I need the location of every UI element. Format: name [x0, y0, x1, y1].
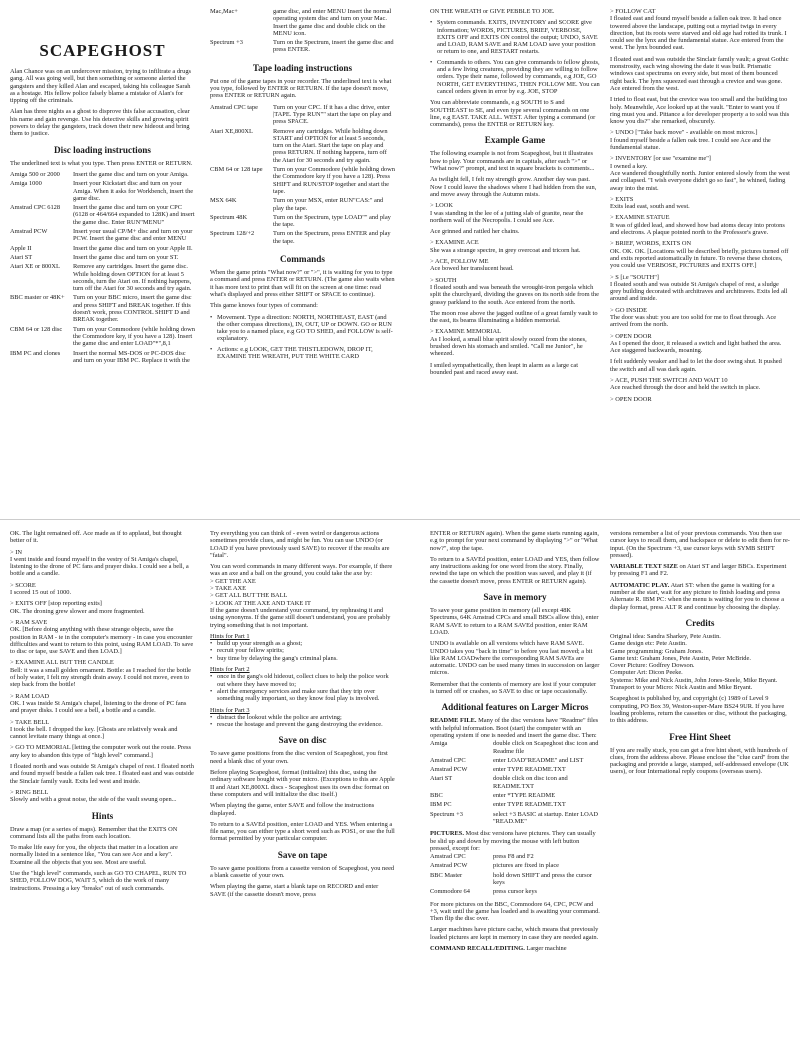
table-row	[210, 197, 395, 214]
story-line: She was a strange spectre, in grey overcoat and tricorn hat.	[430, 246, 581, 254]
story-line: > GO TO MEMORIAL [letting the computer work out the route. Press any key to abandon this type of "high level" command.]	[10, 744, 191, 759]
machine-instructions: Remove any cartridges. Insert the game disc. While holding down OPTION for at least 5 seconds, turn the Atari on. If nothing happens, turn off the Atari for 30 seconds and try again.	[73, 263, 192, 293]
bottom-column-2	[210, 530, 395, 902]
story-line: I floated south and was outside St Amiga's chapel of rest, a sludge grey building decorated with architraves and architraves. Exits led all around and inside.	[610, 280, 788, 303]
credit-line: Cover Picture: Godfrey Dowson.	[610, 662, 695, 670]
machine-name: Amstrad PCW	[10, 228, 48, 236]
table-row	[430, 757, 600, 766]
list-item: • alert the emergency services and make sure that they trip over something really important, so they know foul play is involved.	[210, 688, 395, 703]
pictures-table	[430, 853, 600, 897]
story-line: I scored 15 out of 1000.	[10, 589, 72, 597]
example-intro: The following example is not from Scapeghost, but it illustrates how to play. Your commands are in capitals, after each ">" or "What now?" prompt, and text in square brackets is comments...	[430, 150, 595, 173]
story-line: As I opened the door, it released a switch and light bathed the area. Ace staggered backwards, moaning.	[610, 339, 782, 355]
machine-instructions: Insert the game disc and turn on your Amiga.	[73, 170, 189, 178]
table-row	[10, 326, 195, 350]
story-line: I felt suddenly weaker and had to let the door swing shut. It pushed the switch and all was dark again.	[610, 358, 782, 373]
list-item: • distract the lookout while the police are arriving;	[210, 714, 395, 721]
story-line: > OPEN DOOR	[610, 395, 652, 403]
story-line: > EXITS	[610, 195, 634, 203]
hints-heading: Hints	[91, 810, 114, 821]
bottom-column-1	[10, 530, 195, 896]
story-line: Ace bowed her translucent head.	[430, 265, 514, 273]
save-tape-paragraph: ENTER or RETURN again). When the game starts running again, e.g to prompt for your next command by displaying ">" or "What now?", stop the tape.	[430, 530, 600, 552]
table-row	[430, 888, 600, 897]
list-item: • recruit your fellow spirits;	[210, 647, 395, 654]
machine-instructions: enter LOAD"README" and LIST	[493, 756, 584, 764]
page-divider	[0, 519, 800, 520]
machine-name: Atari ST	[430, 775, 453, 783]
example-game-heading: Example Game	[484, 135, 546, 146]
story-line: OK. The droning grew slower and more fragmented.	[10, 607, 145, 615]
save-disc-paragraph: When playing the game, enter SAVE and follow the instructions displayed.	[210, 802, 375, 817]
machine-name: Amiga	[430, 740, 448, 748]
table-row	[10, 204, 195, 228]
story-line: Ace grinned and rattled her chains.	[430, 228, 520, 236]
disc-loading-table	[10, 171, 195, 366]
story-line: OK. The light remained off. Ace made as if to applaud, but thought better of it.	[10, 530, 182, 545]
top-column-2	[210, 8, 395, 364]
credits-heading: Credits	[685, 617, 715, 628]
auto-play-label: AUTOMATIC PLAY.	[610, 581, 670, 589]
table-row	[210, 39, 395, 56]
list-item: • rescue the hostage and prevent the gang destroying the evidence.	[210, 721, 395, 728]
example-command: > LOOK AT THE AXE AND TAKE IT	[210, 599, 311, 607]
story-line: > EXAMINE ALL BUT THE CANDLE	[10, 659, 114, 667]
list-item: • Commands to others. You can give commands to fellow ghosts, and a few living creatures, providing they are willing to follow orders. Type their name, followed by commands, e.g JOE, GO NORTH, GET EVERYTHING, THEN FOLLOW ME. You can cancel orders given in error by e.g. JOE, STOP	[430, 59, 600, 95]
machine-name: Amstrad PCW	[430, 862, 468, 870]
machine-name: Atari XE,800XL	[210, 127, 253, 135]
table-row	[10, 294, 195, 325]
list-item: • buy time by delaying the gang's criminal plans.	[210, 655, 395, 662]
machine-name: IBM PC	[430, 801, 452, 809]
table-row	[210, 230, 395, 247]
recall-paragraph	[430, 945, 600, 952]
machine-instructions: Remove any cartridges. While holding down START and OPTION for at least 5 seconds, turn on the Atari. Start the tape on play and press RETURN. If nothing happens, turn off the Atari for 30 seconds and try again.	[273, 127, 388, 164]
machine-instructions: double click on disc icon and README.TXT	[493, 775, 568, 790]
table-row	[210, 128, 395, 166]
hint-paragraph: Try everything you can think of - even weird or dangerous actions sometimes provide clues, and might be fun. You can use UNDO (or LOAD if you have previously used SAVE) to recover if the results are "fatal".	[210, 530, 390, 559]
machine-name: Amstrad PCW	[430, 766, 468, 774]
table-row	[210, 8, 395, 39]
list-item: • Actions: e.g LOOK, GET THE THISTLEDOWN, DROP IT, EXAMINE THE WREATH, PUT THE WHITE CARD	[210, 346, 395, 361]
commands-intro: When the game prints "What now?" or ">", it is waiting for you to type a command and press ENTER or RETURN. (The game also waits when it has more text to print than will fit on the screen at one time: read what's displayed and press either SHIFT or SPACE to continue).	[210, 269, 395, 298]
hint-paragraph: Use the "high level" commands, such as GO TO CHAPEL, RUN TO SHED, FOLLOW DOG, WAIT 5, which do the work of many instructions. Pressing a key "breaks" out of such commands.	[10, 869, 187, 892]
machine-name: Spectrum +3	[210, 39, 243, 47]
machine-name: Atari ST	[10, 253, 33, 261]
machine-instructions: Turn on the Spectrum, press ENTER and play the tape.	[273, 230, 391, 245]
pictures-paragraph	[430, 830, 600, 852]
readme-label: README FILE.	[430, 717, 477, 725]
top-column-3	[430, 8, 600, 380]
machine-instructions: Turn on your Commodore (while holding down the Commodore key, if you have a 128). Insert the game disc and enter LOAD"*",8,1	[73, 325, 195, 348]
part1-heading: Hints for Part 1	[210, 632, 250, 640]
story-line: > SCORE	[10, 581, 36, 589]
table-row	[10, 350, 195, 367]
list-item: • System commands. EXITS, INVENTORY and SCORE give information; WORDS, PICTURES, BRIEF, VERBOSE, EXITS OFF and EXITS ON control the output; UNDO, SAVE and LOAD, RAM SAVE and RAM LOAD save your position or return to one, and RESTART restarts.	[430, 19, 600, 55]
table-row	[10, 228, 195, 245]
save-disc-paragraph: Before playing Scapeghost, format (initialize) this disc, using the ordinary software bought with your micro. (Exceptions to this are Apple II and Atari XE,800XL discs - Scapeghost uses its own disc format on these computers and will initialize the disc itself.)	[210, 769, 395, 798]
machine-instructions: enter TYPE README.TXT	[493, 801, 566, 809]
pictures-more: For more pictures on the BBC, Commodore 64, CPC, PCW and +3, wait until the game has loaded and is awaiting your command. Then flip the disc over.	[430, 900, 600, 923]
machine-instructions: Turn on the Spectrum, type LOAD"" and play the tape.	[273, 213, 391, 229]
story-line: > SOUTH	[430, 276, 457, 284]
top-page	[0, 0, 800, 518]
additional-features-heading: Additional features on Larger Micros	[441, 702, 589, 713]
story-line: > ACE, PUSH THE SWITCH AND WAIT 10	[610, 377, 728, 385]
recall-text: Larger machine	[526, 945, 567, 953]
hint-paragraph: If the game doesn't understand your command, try rephrasing it and using synonyms. If the game still doesn't understand, you are probably trying something that is not important.	[210, 606, 391, 629]
list-item: • Movement. Type a direction: NORTH, NORTHEAST, EAST (and the other compass directions), IN, OUT, UP or DOWN. GO or RUN take you to a named place, e.g GO TO SHED, and FOLLOW is self-explanatory.	[210, 314, 395, 343]
intro-paragraph: Alan has three nights as a ghost to disprove this false accusation, clear his name and gain revenge. Use his detective skills and growing spirit powers to delay the gangsters, track down their new hideout and bring them to justice.	[10, 108, 190, 138]
machine-name: CBM 64 or 128 tape	[210, 166, 263, 174]
recall-continued: versions remember a list of your previous commands. You then use cursor keys to recall them, and backspace or delete to edit them for re-input. (On the Spectrum +3, use cursor keys with SYMB SHIFT pressed).	[610, 530, 790, 559]
machine-instructions: game disc, and enter MENU Insert the normal operating system disc and turn on your Mac. Insert the game disc and double click on the MENU icon.	[273, 8, 392, 37]
machine-instructions: enter TYPE README.TXT	[493, 766, 566, 774]
story-line: > UNDO ["Take back move" - available on most micros.]	[610, 129, 758, 137]
text-size-paragraph	[610, 563, 790, 578]
example-command: > GET ALL BUT THE BALL	[210, 592, 288, 600]
machine-instructions: Turn on the Spectrum, insert the game disc and press ENTER.	[273, 39, 394, 54]
story-line: > LOOK	[430, 202, 453, 210]
disc-loading-table-cont	[210, 8, 395, 56]
machine-instructions: Insert your usual CP/M+ disc and turn on your PCW. Insert the game disc and enter MENU	[73, 228, 193, 243]
save-tape-heading: Save on tape	[277, 849, 328, 860]
save-memory-paragraph: To save your game position in memory (all except 48K Spectrums, 64K Amstrad CPCs and small BBCs allow this), enter RAM SAVE to return to a RAM SAVEd position, enter RAM LOAD.	[430, 607, 599, 636]
recall-label: COMMAND RECALL/EDITING.	[430, 945, 525, 953]
machine-instructions: Turn on your Commodore (while holding down the Commodore key if you have a 128). Press SHIFT and RUN/STOP together and start the tape.	[273, 166, 395, 195]
intro-paragraph: Alan Chance was on an undercover mission, trying to infiltrate a drugs gang. All was going well, but then something or someone alerted the gangsters and they killed Alan and escaped, taking his colleague Sarah as a hostage. His fellow police falsely blame a mistake of Alan's for tipping off the criminals.	[10, 68, 192, 105]
save-tape-paragraph: To return to a SAVEd position, enter LOAD and YES, then follow any instructions asking for one word from the story. Finally, rewind the tape on which the position was saved, and play it (if the cassette doesn't move, press ENTER or RETURN again).	[430, 555, 600, 585]
commands-list-cont	[430, 19, 600, 95]
auto-play-text: Atari ST: when the game is waiting for a number at the start, wait for any picture to finish loading and press Alternate R. IBM PC: when the menu is waiting for you to choose a display format, press ALT R and continue by choosing the display.	[610, 581, 784, 611]
part3-heading: Hints for Part 3	[210, 706, 250, 714]
story-line: I owned a key.	[610, 162, 648, 170]
machine-name: Spectrum +3	[430, 810, 463, 818]
table-row	[430, 801, 600, 810]
table-row	[430, 766, 600, 775]
table-row	[10, 254, 195, 263]
save-memory-heading: Save in memory	[483, 592, 547, 603]
tape-loading-table	[210, 104, 395, 247]
picture-cache: Larger machines have picture cache, which means that previously loaded pictures are kept in memory in case they are needed again.	[430, 926, 599, 941]
commands-types: This game knows four types of command:	[210, 302, 318, 310]
story-line: > ACE, FOLLOW ME	[430, 258, 489, 266]
tape-loading-heading: Tape loading instructions	[252, 62, 353, 73]
table-row	[10, 171, 195, 180]
story-line: Exits lead east, south and west.	[610, 203, 690, 211]
story-line: > EXAMINE MEMORIAL	[430, 328, 502, 336]
commands-list	[210, 314, 395, 361]
story-line: > FOLLOW CAT	[610, 8, 656, 15]
commands-continued: ON THE WREATH or GIVE PEBBLE TO JOE.	[430, 8, 555, 15]
story-line: > S [i.e "SOUTH"]	[610, 273, 659, 281]
credit-line: Game text: Graham Jones, Pete Austin, Peter McBride.	[610, 654, 751, 662]
credit-line: Systems: Mike and Nick Austin, John Jones-Steele, Mike Bryant.	[610, 676, 778, 684]
machine-name: BBC Master	[430, 871, 463, 879]
story-line: Bell: it was a small golden ornament. Bottle: as I reached for the bottle of holy water, I felt my strength drain away. I could not move, even to step back from the bottle!	[10, 666, 192, 689]
story-line: I went inside and found myself in the vestry of St Amiga's chapel, listening to the drone of PC fans and prayer disks. I could see a bell, a bottle and a candle.	[10, 555, 189, 578]
machine-name: Spectrum 48K	[210, 213, 248, 221]
story-line: > GO INSIDE	[610, 306, 647, 314]
text-size-text: on Atari ST and larger BBCs. Experiment by pressing F1 and F2.	[610, 563, 787, 578]
machine-name: BBC	[430, 792, 443, 800]
story-line: > RAM LOAD	[10, 692, 50, 700]
story-line: > BRIEF, WORDS, EXITS ON	[610, 240, 692, 248]
part1-list	[210, 640, 395, 662]
machine-instructions: select +3 BASIC at startup. Enter LOAD "READ.ME"	[493, 810, 598, 825]
pictures-text: Most disc versions have pictures. They can usually be slid up and down by moving the mouse with left button pressed, except for:	[430, 830, 596, 852]
list-item: • once in the gang's old hideout, collect clues to help the police work out where they have moved to;	[210, 673, 395, 688]
save-disc-heading: Save on disc	[278, 735, 327, 746]
example-command: > TAKE AXE	[210, 585, 246, 593]
story-line: It was of gilded lead, and showed how bad atoms decay into protons and electrons. A plaque pointed north to the Professor's grave.	[610, 221, 785, 237]
story-line: I smiled sympathetically, then leapt in alarm as a large cat bounded past and raced away east.	[430, 361, 578, 376]
story-line: Ace wandered thoughtfully north. Junior entered slowly from the west and collapsed. "I wish everyone didn't go so fast", he whined, fading away into the mist.	[610, 169, 790, 192]
machine-instructions: Insert your Kickstart disc and turn on your Amiga. When it asks for Workbench, insert the game disc.	[73, 180, 194, 202]
machine-name: Commodore 64	[430, 888, 470, 896]
machine-name: MSX 64K	[210, 197, 237, 205]
bottom-page	[0, 522, 800, 1045]
story-line: OK. [Before doing anything with these strange objects, save the position in RAM - ie in the computer's memory - in case you encounter difficulties and want to return to this point, using RAM LOAD. To save to disc or tape, use SAVE and then LOAD.]	[10, 626, 194, 656]
table-row	[10, 263, 195, 294]
story-line: As twilight fell, I felt my strength grow. Another day was past. Now I could leave the shadows where I had hidden from the sun, and move away through the Autumn mists.	[430, 176, 597, 198]
table-row	[210, 214, 395, 231]
list-item: • build up your strength as a ghost;	[210, 640, 395, 647]
machine-instructions: press cursor keys	[493, 888, 538, 896]
machine-instructions: double click on Scapeghost disc icon and Readme file	[493, 740, 599, 755]
machine-instructions: hold down SHIFT and press the cursor keys	[493, 871, 592, 886]
disc-loading-intro: The underlined text is what you type. Then press ENTER or RETURN.	[10, 159, 193, 167]
machine-name: Atari XE or 800XL	[10, 263, 60, 271]
part3-list	[210, 714, 395, 729]
story-line: OK. I was inside St Amiga's chapel, listening to the drone of PC fans and prayer disks. I could see a bell, a bottle and a candle.	[10, 699, 187, 715]
story-line: OK. OK. OK. [Locations will be described briefly, pictures turned off and exits reported automatically in future. To reverse these choices, you could use VERBOSE, PICTURES and EXITS OFF.]	[610, 247, 789, 270]
game-title: SCAPEGHOST	[39, 41, 166, 60]
machine-name: Apple II	[10, 244, 32, 252]
story-line: I floated east and found myself beside a fallen oak tree. It had once towered above the landscape, putting out a myriad twigs in every direction, but its roots were starved and old age had rotted its trunk. I could see the lynx and the fundamental statue. Ace entered from the west. The lynx bounded east.	[610, 15, 787, 52]
commands-heading: Commands	[280, 254, 325, 265]
bottom-column-4	[610, 530, 790, 780]
text-size-label: VARIABLE TEXT SIZE	[610, 563, 678, 571]
machine-name: Amstrad CPC	[430, 853, 466, 861]
part2-heading: Hints for Part 2	[210, 666, 250, 674]
table-row	[430, 853, 600, 862]
table-row	[430, 792, 600, 801]
readme-text: Many of the disc versions have "Readme" files with helpful information. Boot (start) the computer with an operating system if one is needed and insert the game disc. Then:	[430, 717, 599, 739]
machine-name: Amstrad CPC tape	[210, 103, 258, 111]
story-line: I floated north and was outside St Amiga's chapel of rest. I floated north and found myself beside a fallen oak tree. I floated east and was outside the Sinclair family vault. Exits led west and inside.	[10, 763, 194, 785]
story-line: Slowly and with a great noise, the side of the vault swung open...	[10, 796, 177, 804]
story-line: > IN	[10, 548, 22, 556]
machine-instructions: press F8 and F2	[493, 853, 534, 861]
machine-instructions: pictures are fixed in place	[493, 862, 560, 870]
machine-name: Mac,Mac+	[210, 8, 238, 15]
hint-paragraph: You can word commands in many different ways. For example, if there was an axe and a ball on the ground, you could take the axe by:	[210, 563, 393, 578]
story-line: I floated east and was outside the Sinclair family vault; a great Gothic monstrosity, each wing showing the date it was built. Prismatic windows cast spectrums on every side, but most of them bounced right back. The lynx squeezed east through a crevice and was gone. Ace entered from the west.	[610, 55, 789, 92]
machine-instructions: Insert the game disc and turn on your Apple II.	[73, 244, 193, 252]
story-line: > EXAMINE STATUE	[610, 214, 670, 222]
part2-list	[210, 673, 395, 702]
machine-instructions: Turn on your MSX, enter RUN"CAS:" and play the tape.	[273, 197, 384, 212]
readme-paragraph	[430, 717, 600, 739]
save-disc-paragraph: To save game positions from the disc version of Scapeghost, you first need a blank disc of your own.	[210, 750, 388, 765]
top-column-1	[10, 8, 195, 369]
machine-name: BBC master or 48K+	[10, 294, 65, 302]
table-row	[430, 872, 600, 889]
readme-table	[430, 740, 600, 827]
machine-name: Amstrad CPC 6128	[10, 204, 61, 212]
abbreviation-paragraph: You can abbreviate commands, e.g SOUTH to S and SOUTHEAST to SE, and even type several commands on one line, e.g EAST. TAKE ALL. WEST. After typing a command (or commands), press the ENTER or RETURN key.	[430, 99, 596, 129]
story-line: As I looked, a small blue spirit slowly oozed from the stones, brushed down his stomach and smiled. "Call me Junior", he wheezed.	[430, 335, 587, 358]
machine-instructions: Insert the game disc and turn on your CPC (6128 or 464/664 expanded to 128K) and insert the game disc. Enter RUN"MENU"	[73, 204, 195, 226]
publisher-paragraph: Scapeghost is published by, and copyright (c) 1989 of Level 9 computing, PO Box 39, Weston-super-Mare BS24 9UR. If you have loading problems, return the cassettes or disc, without the packaging, to this address.	[610, 695, 787, 725]
example-command: > GET THE AXE	[210, 577, 256, 585]
story-line: The moon rose above the jagged outline of a great family vault to the east, its beams illuminating a hidden memorial.	[430, 309, 598, 325]
save-disc-paragraph: To return to a SAVEd position, enter LOAD and YES. When entering a file name, you can either type a short word such as POS1, or use the full format permitted by your particular computer.	[210, 820, 395, 843]
machine-name: IBM PC and clones	[10, 349, 61, 357]
disc-loading-heading: Disc loading instructions	[54, 144, 151, 155]
table-row	[430, 775, 600, 792]
story-line: I took the bell. I dropped the key. [Ghosts are relatively weak and cannot levitate many things at once.]	[10, 725, 178, 741]
story-line: > OPEN DOOR	[610, 332, 652, 340]
top-column-4	[610, 8, 790, 407]
machine-instructions: Insert the normal MS-DOS or PC-DOS disc and turn on your IBM PC. Replace it with the	[73, 349, 190, 364]
hint-paragraph: To make life easy for you, the objects that matter in a location are normally listed in a sentence like, "You can see Ace and a key". Examine all the objects that you see. Most are useful.	[10, 844, 178, 866]
machine-name: Spectrum 128/+2	[210, 230, 255, 238]
machine-name: Amiga 500 or 2000	[10, 170, 60, 178]
table-row	[430, 740, 600, 757]
story-line: > EXITS OFF [stop reporting exits]	[10, 600, 102, 608]
hint-paragraph: Draw a map (or a series of maps). Remember that the EXITS ON command lists all the paths from each location.	[10, 825, 178, 840]
credit-line: Computer Art: Dicon Peeke.	[610, 669, 683, 677]
tape-loading-intro: Put one of the game tapes in your recorder. The underlined text is what you type, followed by ENTER or RETURN. If the tape doesn't move, press ENTER or RETURN again.	[210, 77, 392, 100]
story-line: The door was shut: you are too solid for me to float through. Ace arrived from the north.	[610, 313, 777, 329]
save-tape-paragraph: When playing the game, start a blank tape on RECORD and enter SAVE (if the cassette doesn't move, press	[210, 883, 379, 898]
story-line: > INVENTORY [or use "examine me"]	[610, 155, 711, 163]
auto-play-paragraph	[610, 582, 790, 611]
credit-line: Game programming: Graham Jones.	[610, 647, 703, 655]
story-line: I floated south and was beneath the wrought-iron pergola which split the churchyard, dividing the graves on its north side from the grassy parkland to the south. Ace entered from the north.	[430, 283, 599, 306]
table-row	[10, 180, 195, 204]
machine-name: CBM 64 or 128 disc	[10, 325, 63, 333]
save-memory-paragraph: Remember that the contents of memory are lost if your computer is turned off or crashes, so SAVE to disc or tape occasionally.	[430, 680, 597, 696]
credit-line: Game design etc: Pete Austin.	[610, 640, 687, 648]
credit-line: Transport to your Micro: Nick Austin and Mike Bryant.	[610, 684, 753, 692]
table-row	[430, 811, 600, 828]
story-line: I tried to float east, but the crevice was too small and the building too holy. Meanwhile, Ace looked up at the vault. "Enter to want you if ring must you and. Pittance a for developer property a to sold was this know you dis?" she remarked, obscurely.	[610, 96, 790, 126]
table-row	[10, 245, 195, 254]
save-memory-paragraph: UNDO is available on all versions which have RAM SAVE. UNDO takes you "back in time" to before you last moved; a bit like RAM LOADwhere the corresponding RAM SAVEs are automatic. UNDO can be used many times in succession on larger micros.	[430, 640, 600, 677]
machine-name: Amstrad CPC	[430, 756, 466, 764]
story-line: > EXAMINE ACE	[430, 239, 479, 247]
bottom-column-3	[430, 530, 600, 956]
machine-instructions: Turn on your BBC micro, insert the game disc and press SHIFT and BREAK together. If this doesn't work, press CONTROL SHIFT D and BREAK together.	[73, 294, 192, 324]
table-row	[210, 104, 395, 128]
machine-instructions: Insert the game disc and turn on your ST.	[73, 253, 179, 261]
story-line: I was standing in the lee of a jutting slab of granite, near the northern wall of the Necropolis. I could see Ace.	[430, 209, 584, 224]
story-line: Ace reached through the door and held the switch in place.	[610, 384, 761, 392]
save-tape-paragraph: To save game positions from a cassette version of Scapeghost, you need a blank cassette of your own.	[210, 864, 395, 879]
story-line: > RING BELL	[10, 788, 49, 796]
machine-instructions: enter *TYPE README	[493, 792, 556, 800]
story-line: > TAKE BELL	[10, 718, 50, 726]
free-hint-heading: Free Hint Sheet	[669, 731, 731, 742]
machine-name: Amiga 1000	[10, 180, 42, 188]
table-row	[430, 862, 600, 871]
story-line: > RAM SAVE	[10, 618, 48, 626]
table-row	[210, 166, 395, 197]
machine-instructions: Turn on your CPC. If it has a disc drive, enter |TAPE. Type RUN"" start the tape on play and press SPACE.	[273, 103, 392, 126]
free-hint-paragraph: If you are really stuck, you can get a free hint sheet, with hundreds of clues, from the address above. Please enclose the "clue card" from the packaging and provide a large, stamped, self-addressed envelope (UK users), or four International reply coupons (overseas users).	[610, 746, 789, 776]
pictures-label: PICTURES.	[430, 830, 464, 838]
credit-line: Original idea: Sandra Sharkey, Pete Austin.	[610, 632, 721, 640]
story-line: I found myself beside a fallen oak tree. I could see Ace and the fundamental statue.	[610, 136, 771, 152]
